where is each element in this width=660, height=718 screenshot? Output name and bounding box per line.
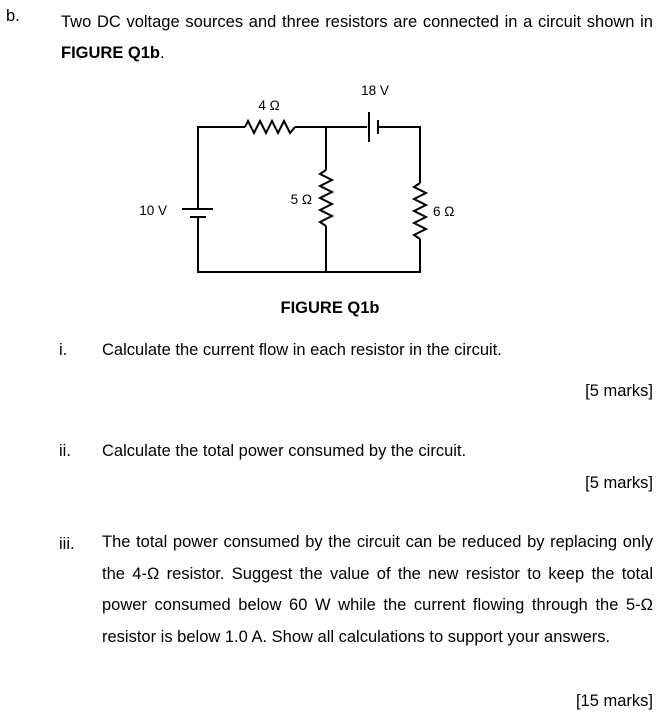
intro-end: . xyxy=(160,44,165,62)
question-marks: [5 marks] xyxy=(585,474,653,492)
question-number: i. xyxy=(59,341,68,359)
wire-top-right xyxy=(378,127,420,183)
question-number: iii. xyxy=(59,535,75,553)
intro-text: Two DC voltage sources and three resistors are connected in a circuit shown in xyxy=(61,13,653,31)
section-label: b. xyxy=(6,7,20,25)
label-6-ohm: 6 Ω xyxy=(433,204,455,219)
label-4-ohm: 4 Ω xyxy=(258,98,280,113)
wire-left-top xyxy=(198,127,245,200)
label-5-ohm: 5 Ω xyxy=(290,192,312,207)
question-text: Calculate the current flow in each resistor in the circuit. xyxy=(102,341,502,359)
intro-paragraph xyxy=(61,7,653,69)
resistor-5-ohm xyxy=(320,170,332,226)
question-marks: [15 marks] xyxy=(575,692,653,710)
label-18-volt: 18 V xyxy=(361,83,389,98)
wire-right-bottom xyxy=(198,219,420,272)
resistor-6-ohm xyxy=(414,183,426,239)
figure-reference: FIGURE Q1b xyxy=(61,44,161,62)
question-text: Calculate the total power consumed by the circuit. xyxy=(102,442,467,460)
circuit-diagram xyxy=(120,78,480,290)
figure-caption: FIGURE Q1b xyxy=(280,299,380,317)
resistor-4-ohm xyxy=(245,121,295,133)
question-number: ii. xyxy=(59,442,71,460)
question-text: The total power consumed by the circuit can be reduced by replacing only the 4-Ω resistor. Suggest the value of the new resistor to keep the total power consumed below 60 W while the current flowing through the 5-Ω resistor is below 1.0 A. Show all calculations to support your answers. xyxy=(102,533,653,646)
label-10-volt: 10 V xyxy=(139,203,167,218)
question-marks: [5 marks] xyxy=(585,382,653,400)
